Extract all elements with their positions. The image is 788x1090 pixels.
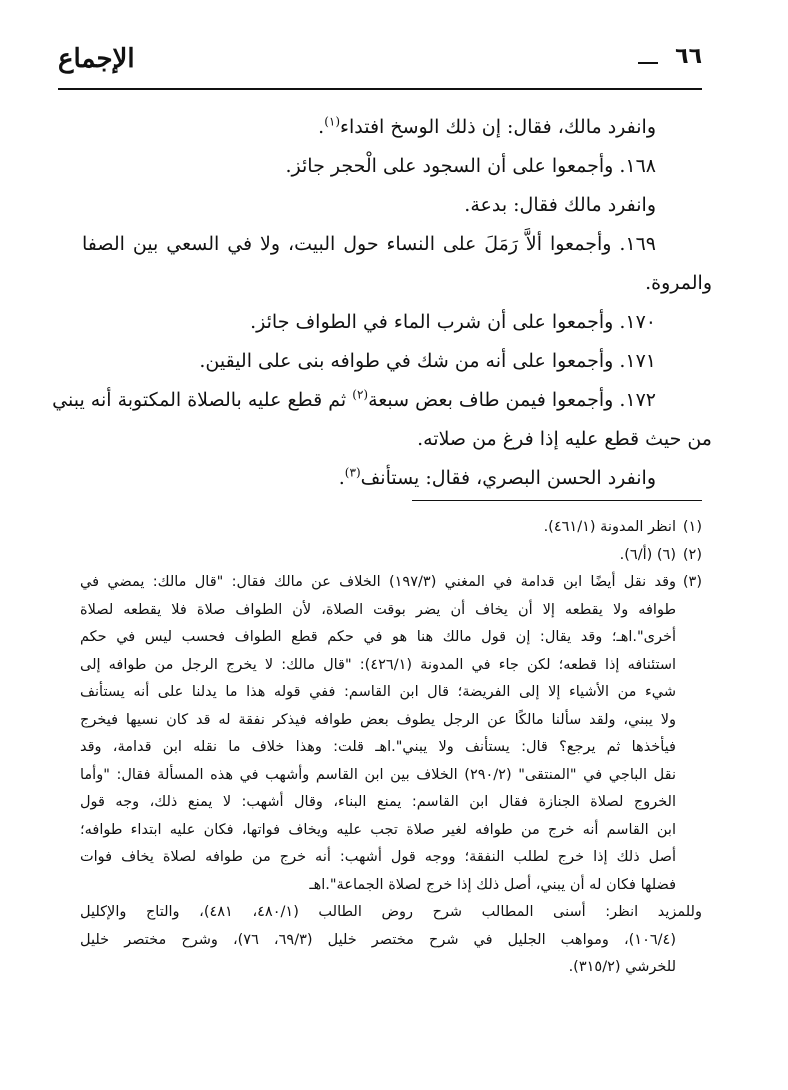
text-line: وانفرد الحسن البصري، فقال: يستأنف$^{(٣)}$.: [338, 465, 656, 489]
footnote-line: الخروج لصلاة الجنازة فقال ابن القاسم: يمنع البناء، وقال أشهب: لا يمنع ذلك، وجه قول: [80, 794, 676, 810]
footnote-line: أصل ذلك إذا خرج لطلب النفقة؛ ووجه قول أشهب: أنه خرج من طوافه لصلاة يخاف فوات: [80, 849, 676, 865]
footnote-line: فضلها فكان له أن يبني، أصل ذلك إذا خرج لصلاة الجماعة".اهـ: [309, 876, 676, 893]
text-line: ١٦٩. وأجمعوا ألاَّ رَمَلَ على النساء حول البيت، ولا في السعي بين الصفا: [82, 233, 656, 255]
footnote-ref: (٢): [352, 387, 369, 402]
text-line: والمروة.: [645, 272, 712, 294]
text-line: وانفرد مالك، فقال: إن ذلك الوسخ افتداء$^{(١)}$.: [318, 114, 656, 138]
page-header: [58, 40, 702, 90]
further-reading: [80, 899, 702, 982]
main-text: [52, 108, 712, 498]
footnote-ref: (١): [324, 114, 341, 129]
text-line: ١٧٢. وأجمعوا فيمن طاف بعض سبعة$^{(٢)}$ ثم قطع عليه بالصلاة المكتوبة أنه يبني: [52, 387, 656, 411]
footnote-line: (١٠٦/٤)، ومواهب الجليل في شرح مختصر خليل (٦٩/٣، ٧٦)، وشرح مختصر خليل: [80, 931, 676, 948]
running-title: الإجماع: [58, 44, 135, 74]
footnote-line: أخرى".اهـ؛ وقد يقال: إن قول مالك هنا هو في حكم قطع الطواف فحسب ليس في حكم: [80, 629, 676, 645]
footnote-line: شيء من الأشياء إلا إلى الفريضة؛ قال ابن القاسم: ففي قوله هذا ما يدلنا على أنه يستأنف: [80, 684, 676, 700]
footnote-line: وللمزيد انظر: أسنى المطالب شرح روض الطالب (٤٨٠/١، ٤٨١)، والتاج والإكليل: [80, 904, 702, 920]
footnotes: [80, 514, 702, 982]
footnote-line: وقد نقل أيضًا ابن قدامة في المغني (١٩٧/٣) الخلاف عن مالك فقال: "قال مالك: يمضي في: [80, 574, 677, 590]
text-line: ١٧١. وأجمعوا على أنه من شك في طوافه بنى على اليقين.: [199, 350, 656, 372]
text-line: ١٧٠. وأجمعوا على أن شرب الماء في الطواف جائز.: [250, 311, 656, 333]
footnote-2: (٢) (٦) (أ/٦).: [619, 546, 702, 563]
page-number: ٦٦: [675, 44, 702, 69]
text-line: وانفرد مالك فقال: بدعة.: [464, 194, 656, 216]
footnote-separator: [412, 500, 702, 501]
text-line: من حيث قطع عليه إذا فرغ من صلاته.: [417, 428, 712, 450]
footnote-line: ابن القاسم أنه خرج من طوافه لغير صلاة تجب عليه ويخاف فواتها، فكان عليه ابتداء طوافه؛: [80, 821, 676, 838]
footnote-line: ولا يبني، ولقد سألنا مالكًا عن الرجل يطوف بعض طوافه فيذكر نفقة له قد كان نسيها فيخرج: [80, 711, 676, 728]
footnote-3: (٣) وقد نقل أيضًا ابن قدامة في المغني (١٩٧/٣) الخلاف عن مالك فقال: "قال مالك: يمضي في طوافه ولا يقطعه إلا أن يخاف أن يضر بوقت الصلاة، لأن الطواف صلاة فلا يقطعه لصلاة أخرى".اهـ؛ وقد يقال: إن قول مالك هنا هو في حكم قطع الطواف فحسب ليس في حكم استئنافه إذا قطعه؛ لكن جاء في المدونة (٤٢٦/١): "قال مالك: لا يخرج الرجل من طوافه إلى شيء من الأشياء إلا إلى الفريضة؛ قال ابن القاسم: ففي قوله هذا ما يدلنا على أنه يستأنف ولا يبني، ولقد سألنا مالكًا عن الرجل يطوف بعض طوافه فيذكر نفقة له قد كان نسيها فيخرج فيأخذها ثم يرجع؟ قال: يستأنف ولا يبني".اهـ قلت: وهذا خلاف ما نقله ابن قدامة، وقد نقل الباجي في "المنتقى" (٢٩٠/٢) الخلاف بين ابن القاسم وأشهب في هذه المسألة فقال: "وأما الخروج لصلاة الجنازة فقال ابن القاسم: يمنع البناء، وقال أشهب: لا يمنع ذلك، وجه قول ابن القاسم أنه خرج من طوافه لغير صلاة تجب عليه ويخاف فواتها، فكان عليه ابتداء طوافه؛ أصل ذلك إذا خرج لطلب النفقة؛ ووجه قول أشهب: أنه خرج من طوافه لصلاة يخاف فوات فضلها فكان له أن يبني، أصل ذلك إذا خرج لصلاة الجماعة".اهـ: [80, 569, 702, 899]
footnote-line: استئنافه إذا قطعه؛ لكن جاء في المدونة (٤٢٦/١): "قال مالك: لا يخرج الرجل من طوافه إلى: [80, 656, 677, 673]
text-line: ١٦٨. وأجمعوا على أن السجود على الْحجر جائز.: [285, 155, 656, 177]
footnote-line: طوافه ولا يقطعه إلا أن يخاف أن يضر بوقت الصلاة، لأن الطواف صلاة فلا يقطعه لصلاة: [80, 601, 676, 618]
footnote-ref: (٣): [344, 465, 361, 480]
header-dash: [638, 62, 658, 64]
footnote-line: نقل الباجي في "المنتقى" (٢٩٠/٢) الخلاف بين ابن القاسم وأشهب في هذه المسألة فقال: "وأما: [80, 766, 676, 783]
footnote-line: فيأخذها ثم يرجع؟ قال: يستأنف ولا يبني".اهـ قلت: وهذا خلاف ما نقله ابن قدامة، وقد: [80, 739, 676, 755]
footnote-line: للخرشي (٣١٥/٢).: [568, 959, 676, 975]
footnote-1: (١) انظر المدونة (٤٦١/١).: [543, 519, 702, 535]
